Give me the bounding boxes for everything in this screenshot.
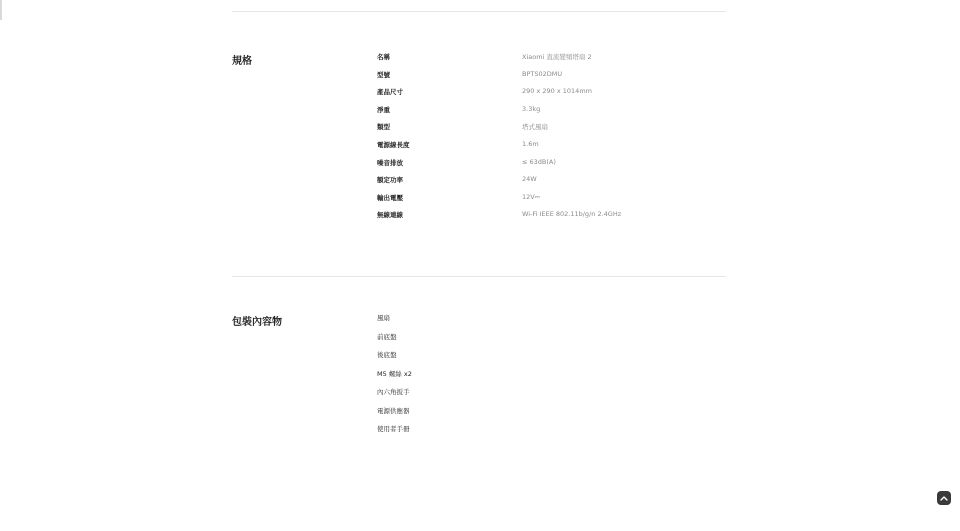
list-item: 內六角扳手 (377, 388, 410, 396)
spec-key: 輸出電壓 (377, 193, 403, 202)
list-item: M5 螺絲 x2 (377, 369, 412, 378)
spec-key: 額定功率 (377, 176, 403, 185)
spec-row-name (377, 52, 677, 70)
spec-value: 3.3kg (522, 104, 541, 113)
spec-value: ≤ 63dB(A) (522, 157, 556, 166)
top-divider (232, 11, 726, 12)
spec-value: Xiaomi 直流變頻塔扇 2 (522, 53, 592, 61)
spec-row-net-weight (377, 105, 677, 123)
spec-row-cable-length (377, 140, 677, 158)
spec-value: 塔式風扇 (522, 123, 548, 132)
spec-key: 型號 (377, 70, 390, 79)
spec-row-rated-power (377, 175, 677, 193)
spec-key: 淨重 (377, 105, 390, 114)
section-divider (232, 276, 726, 277)
spec-value: 1.6m (522, 139, 539, 148)
list-item: 使用者手冊 (377, 425, 410, 433)
spec-key: 無線連線 (377, 211, 403, 220)
package-list (377, 313, 412, 443)
spec-key: 類型 (377, 123, 390, 132)
chevron-up-icon (940, 495, 948, 501)
list-item: 後底盤 (377, 351, 397, 359)
spec-value: BPTS02DMU (522, 69, 563, 78)
spec-row-output-voltage (377, 193, 677, 211)
spec-value: 290 x 290 x 1014mm (522, 87, 592, 96)
spec-value: 12V⎓ (522, 192, 540, 201)
spec-value: Wi-Fi IEEE 802.11b/g/n 2.4GHz (522, 210, 622, 219)
spec-key: 噪音排放 (377, 158, 403, 167)
spec-key: 產品尺寸 (377, 88, 403, 97)
spec-row-dimensions (377, 87, 677, 105)
specs-section-title: 規格 (232, 56, 252, 67)
spec-key: 名稱 (377, 53, 390, 61)
specs-list (377, 52, 677, 228)
list-item: 電源供應器 (377, 406, 410, 415)
list-item: 前底盤 (377, 332, 397, 341)
spec-row-type (377, 122, 677, 140)
spec-row-wireless (377, 210, 677, 228)
spec-value: 24W (522, 175, 537, 184)
package-section-title: 包裝內容物 (232, 317, 282, 328)
scrollbar-edge (0, 0, 2, 20)
list-item: 風扇 (377, 314, 390, 322)
spec-row-noise (377, 158, 677, 176)
spec-key: 電源線長度 (377, 140, 410, 149)
spec-row-model (377, 70, 677, 88)
back-to-top-button[interactable] (937, 491, 951, 505)
